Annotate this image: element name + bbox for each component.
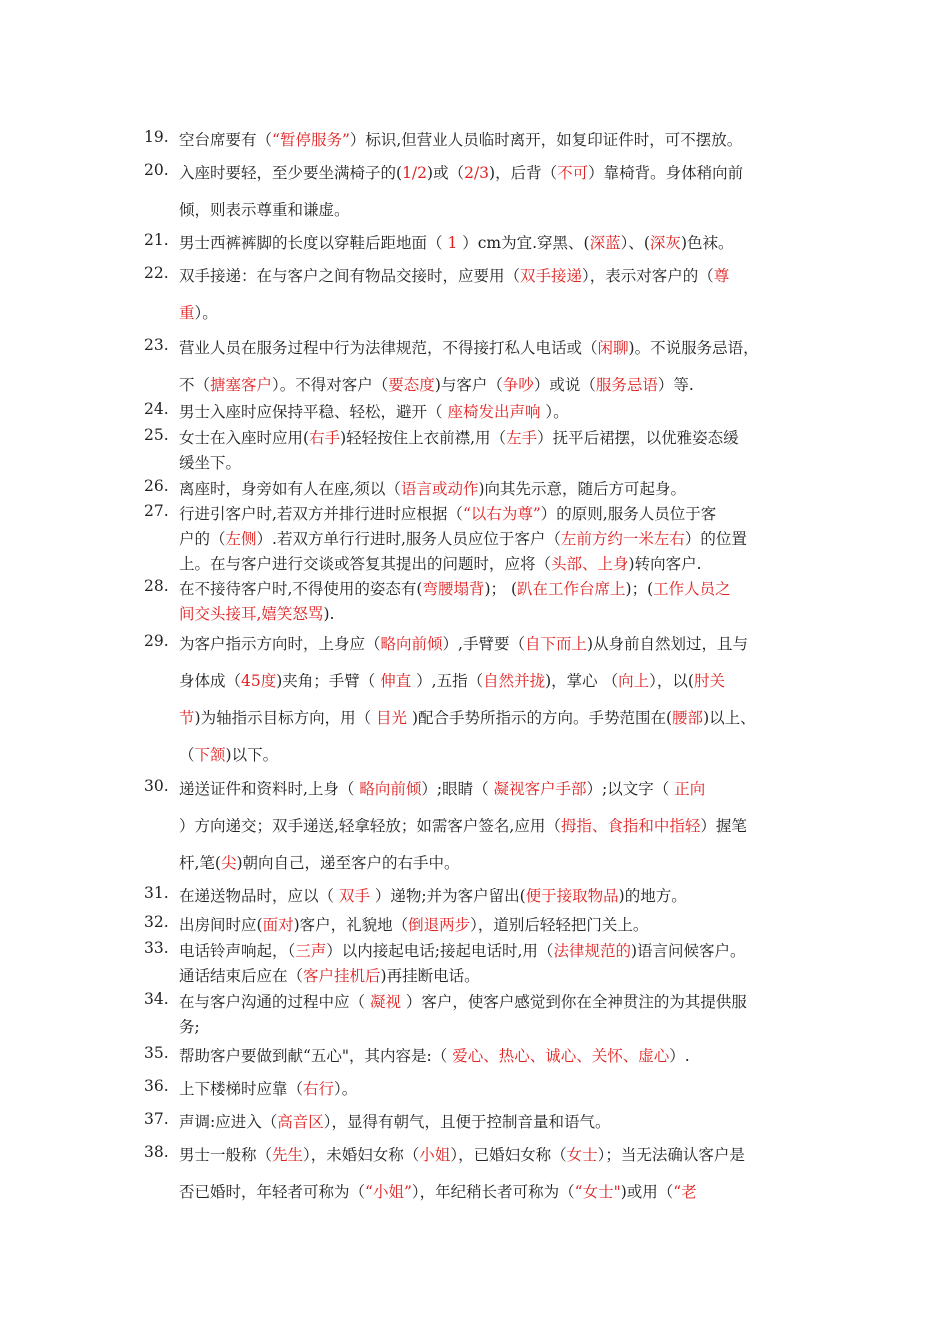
- question-text: )再挂断电话。: [380, 967, 480, 985]
- text-line: [179, 527, 747, 549]
- question-text: )轻轻按住上衣前襟,用（: [340, 429, 507, 447]
- question-number: 26.: [144, 477, 169, 495]
- text-line: [179, 264, 729, 286]
- question-text: ）或说（: [533, 376, 596, 394]
- question-text: 身体成（: [179, 672, 242, 690]
- question-text: 行进引客户时,若双方并排行进时应根据（: [179, 505, 463, 523]
- answer-text: 高音区: [277, 1113, 324, 1131]
- question-text: 入座时要轻，至少要坐满椅子的(: [179, 164, 403, 182]
- question-text: )转向客户.: [628, 555, 702, 573]
- question-text: 空台席要有（: [179, 131, 273, 149]
- text-line: [179, 939, 746, 961]
- question-text: 倾，则表示尊重和谦虚。: [179, 201, 350, 219]
- question-text: ).: [323, 605, 335, 623]
- text-line: [179, 161, 743, 183]
- answer-text: 头部、上身: [551, 555, 629, 573]
- question-number: 22.: [144, 264, 169, 282]
- question-text: )。不说服务忌语，: [628, 339, 759, 357]
- question-text: )向其先示意，随后方可起身。: [478, 480, 687, 498]
- answer-text: 腰部: [672, 709, 704, 727]
- text-line: [179, 301, 218, 323]
- question-text: ）。: [540, 403, 569, 421]
- answer-text: 1/2: [402, 164, 428, 182]
- question-text: ）.若双方单行行进时,服务人员应位于客户（: [256, 530, 561, 548]
- text-line: [179, 577, 731, 599]
- text-line: [179, 743, 278, 765]
- question-text: 双手接递：在与客户之间有物品交接时，应要用（: [179, 267, 521, 285]
- text-line: [179, 1015, 200, 1037]
- text-line: [179, 1110, 611, 1132]
- question-text: 帮助客户要做到献“五心"，其内容是:（: [179, 1047, 453, 1065]
- text-line: [179, 1044, 690, 1066]
- question-text: ）；当无法确认客户是: [597, 1146, 745, 1164]
- question-text: ）。: [194, 304, 218, 322]
- question-text: 为客户指示方向时，上身应（: [179, 635, 381, 653]
- question-text: )语言问候客户。: [630, 942, 746, 960]
- question-number: 38.: [144, 1143, 169, 1161]
- question-text: ）标识,但营业人员临时离开，如复印证件时，可不摆放。: [349, 131, 743, 149]
- question-number: 31.: [144, 884, 169, 902]
- text-line: [179, 706, 756, 728]
- question-number: 32.: [144, 913, 169, 931]
- question-number: 33.: [144, 939, 169, 957]
- question-number: 35.: [144, 1044, 169, 1062]
- text-line: [179, 1143, 745, 1165]
- answer-text: 自下而上: [524, 635, 587, 653]
- answer-text: 女士: [566, 1146, 598, 1164]
- question-text: ）,五指（: [411, 672, 484, 690]
- question-number: 21.: [144, 231, 169, 249]
- question-text: ），已婚妇女称（: [450, 1146, 567, 1164]
- question-text: ）。: [334, 1080, 358, 1098]
- text-line: [179, 502, 716, 524]
- answer-text: 节: [179, 709, 195, 727]
- question-text: ）的原则,服务人员位于客: [540, 505, 717, 523]
- question-text: 上下楼梯时应靠（: [179, 1080, 304, 1098]
- question-number: 36.: [144, 1077, 169, 1095]
- answer-text: 肘关: [693, 672, 725, 690]
- answer-text: 正向: [674, 780, 706, 798]
- answer-text: 尖: [220, 854, 237, 872]
- question-text: 递送证件和资料时,上身（: [179, 780, 360, 798]
- question-text: 电话铃声响起，（: [179, 942, 296, 960]
- question-number: 23.: [144, 336, 169, 354]
- answer-text: 略向前倾: [359, 780, 422, 798]
- question-number: 27.: [144, 502, 169, 520]
- text-line: [179, 777, 705, 799]
- answer-text: 搪塞客户: [210, 376, 273, 394]
- question-text: 缓坐下。: [179, 454, 242, 472]
- question-text: ），以(: [649, 672, 694, 690]
- answer-text: “暂停服务”: [272, 131, 350, 149]
- question-text: ）靠椅背。身体稍向前: [588, 164, 744, 182]
- question-text: ），道别后轻轻把门关上。: [470, 916, 649, 934]
- answer-text: 双手: [338, 887, 370, 905]
- question-text: )为轴指示目标方向，用（: [194, 709, 376, 727]
- question-text: 出房间时应(: [179, 916, 263, 934]
- answer-text: 凝视客户手部: [493, 780, 587, 798]
- answer-text: 倒退两步: [408, 916, 471, 934]
- question-text: ）等.: [657, 376, 694, 394]
- question-number: 34.: [144, 990, 169, 1008]
- question-number: 20.: [144, 161, 169, 179]
- question-text: ），表示对客户的（: [582, 267, 714, 285]
- answer-text: 先生: [272, 1146, 304, 1164]
- text-line: [179, 198, 350, 220]
- answer-text: 左侧: [225, 530, 257, 548]
- answer-text: 重: [179, 304, 195, 322]
- question-text: ）;眼睛（: [421, 780, 494, 798]
- answer-text: “老: [673, 1183, 697, 1201]
- question-text: )；(: [625, 580, 654, 598]
- answer-text: 便于接取物品: [525, 887, 619, 905]
- answer-text: 小姐: [419, 1146, 451, 1164]
- text-line: [179, 913, 648, 935]
- answer-text: 45度: [241, 672, 277, 690]
- answer-text: “女士": [574, 1183, 621, 1201]
- question-text: )配合手势所指示的方向。手势范围在(: [407, 709, 673, 727]
- answer-text: 不可: [557, 164, 589, 182]
- text-line: [179, 632, 748, 654]
- answer-text: 拇指、食指和中指轻: [560, 817, 701, 835]
- question-text: 上。在与客户进行交谈或答复其提出的问题时，应将（: [179, 555, 552, 573]
- answer-text: 右行: [303, 1080, 335, 1098]
- text-line: [179, 451, 241, 473]
- text-line: [179, 1077, 357, 1099]
- answer-text: 左手: [506, 429, 538, 447]
- answer-text: 座椅发出声响: [447, 403, 541, 421]
- question-text: （: [179, 746, 195, 764]
- answer-text: 争吵: [502, 376, 534, 394]
- answer-text: 尊: [713, 267, 730, 285]
- answer-text: 法律规范的: [553, 942, 631, 960]
- answer-text: 趴在工作台席上: [517, 580, 626, 598]
- question-text: )与客户（: [434, 376, 503, 394]
- text-line: [179, 884, 687, 906]
- answer-text: 弯腰塌背: [422, 580, 485, 598]
- question-number: 24.: [144, 400, 169, 418]
- question-text: )从身前自然划过，且与: [586, 635, 749, 653]
- question-text: ）递物;并为客户留出(: [369, 887, 526, 905]
- text-line: [179, 814, 747, 836]
- question-text: ）抚平后裙摆，以优雅姿态缓: [537, 429, 739, 447]
- question-text: 在与客户沟通的过程中应（: [179, 993, 370, 1011]
- answer-text: 伸直: [380, 672, 412, 690]
- answer-text: 下颔: [194, 746, 226, 764]
- question-text: 户的（: [179, 530, 226, 548]
- question-text: 男士入座时应保持平稳、轻松，避开（: [179, 403, 448, 421]
- question-number: 28.: [144, 577, 169, 595]
- question-text: 男士西裤裤脚的长度以穿鞋后距地面（: [179, 234, 448, 252]
- question-number: 25.: [144, 426, 169, 444]
- question-text: 务;: [179, 1018, 200, 1036]
- question-text: ）cm为宜.穿黑、(: [457, 234, 590, 252]
- question-text: ）方向递交；双手递送,轻拿轻放；如需客户签名,应用（: [179, 817, 561, 835]
- answer-text: 工作人员之: [653, 580, 731, 598]
- question-number: 37.: [144, 1110, 169, 1128]
- question-text: ）。不得对客户（: [272, 376, 389, 394]
- answer-text: 右手: [309, 429, 341, 447]
- text-line: [179, 990, 747, 1012]
- text-line: [179, 128, 742, 150]
- answer-text: 凝视: [369, 993, 401, 1011]
- answer-text: 客户挂机后: [303, 967, 381, 985]
- answer-text: 服务忌语: [595, 376, 658, 394]
- text-line: [179, 336, 759, 358]
- text-line: [179, 851, 460, 873]
- answer-text: 深灰: [649, 234, 681, 252]
- question-text: ）握笔: [700, 817, 747, 835]
- answer-text: 自然并拢: [483, 672, 546, 690]
- question-text: )； (: [484, 580, 518, 598]
- answer-text: 目光: [376, 709, 408, 727]
- question-text: 声调:应进入（: [179, 1113, 278, 1131]
- question-text: )以下。: [225, 746, 279, 764]
- answer-text: 间交头接耳,嬉笑怒骂: [179, 605, 324, 623]
- question-text: 不（: [179, 376, 211, 394]
- question-text: ）.: [669, 1047, 690, 1065]
- question-text: ），未婚妇女称（: [303, 1146, 420, 1164]
- question-text: ）客户，使客户感觉到你在全神贯注的为其提供服: [400, 993, 747, 1011]
- question-text: )朝向自己，递至客户的右手中。: [236, 854, 460, 872]
- text-line: [179, 373, 694, 395]
- question-number: 19.: [144, 128, 169, 146]
- question-text: ）、(: [620, 234, 650, 252]
- question-text: 在递送物品时，应以（: [179, 887, 339, 905]
- question-text: )以上、: [703, 709, 756, 727]
- answer-text: 面对: [262, 916, 294, 934]
- answer-text: 略向前倾: [380, 635, 443, 653]
- answer-text: “小姐”: [365, 1183, 412, 1201]
- answer-text: 三声: [295, 942, 327, 960]
- question-text: ）,手臂要（: [442, 635, 525, 653]
- question-text: 在不接待客户时,不得使用的姿态有(: [179, 580, 423, 598]
- text-line: [179, 964, 480, 986]
- question-number: 30.: [144, 777, 169, 795]
- text-line: [179, 602, 334, 624]
- text-line: [179, 231, 734, 253]
- question-text: 营业人员在服务过程中行为法律规范，不得接打私人电话或（: [179, 339, 598, 357]
- question-text: ），年纪稍长者可称为（: [411, 1183, 575, 1201]
- question-text: )的地方。: [618, 887, 687, 905]
- question-text: )色袜。: [680, 234, 734, 252]
- answer-text: 双手接递: [520, 267, 583, 285]
- text-line: [179, 669, 725, 691]
- question-text: 女士在入座时应用(: [179, 429, 310, 447]
- text-line: [179, 552, 702, 574]
- question-text: ）的位置: [684, 530, 747, 548]
- answer-text: 向上: [618, 672, 650, 690]
- question-text: ），显得有朝气，且便于控制音量和语气。: [323, 1113, 611, 1131]
- question-text: )，后背（: [489, 164, 558, 182]
- question-text: ）;以文字（: [586, 780, 675, 798]
- question-text: 离座时，身旁如有人在座,须以（: [179, 480, 401, 498]
- answer-text: 爱心、热心、诚心、关怀、虚心: [452, 1047, 670, 1065]
- question-text: )客户，礼貌地（: [293, 916, 409, 934]
- answer-text: 要态度: [388, 376, 435, 394]
- question-text: 否已婚时，年轻者可称为（: [179, 1183, 366, 1201]
- answer-text: 语言或动作: [400, 480, 479, 498]
- question-number: 29.: [144, 632, 169, 650]
- question-text: )夹角；手臂（: [276, 672, 381, 690]
- question-text: 男士一般称（: [179, 1146, 273, 1164]
- text-line: [179, 426, 739, 448]
- answer-text: 闲聊: [597, 339, 629, 357]
- answer-text: 1: [447, 234, 458, 252]
- question-text: ）以内接起电话;接起电话时,用（: [326, 942, 554, 960]
- question-text: 通话结束后应在（: [179, 967, 304, 985]
- question-text: )，掌心 （: [545, 672, 619, 690]
- question-text: 杆,笔(: [179, 854, 221, 872]
- answer-text: “以右为尊”: [462, 505, 541, 523]
- answer-text: 2/3: [464, 164, 490, 182]
- question-text: )或用（: [620, 1183, 674, 1201]
- answer-text: 左前方约一米左右: [560, 530, 685, 548]
- answer-text: 深蓝: [589, 234, 621, 252]
- text-line: [179, 477, 686, 499]
- text-line: [179, 400, 569, 422]
- text-line: [179, 1180, 697, 1202]
- question-text: )或（: [427, 164, 465, 182]
